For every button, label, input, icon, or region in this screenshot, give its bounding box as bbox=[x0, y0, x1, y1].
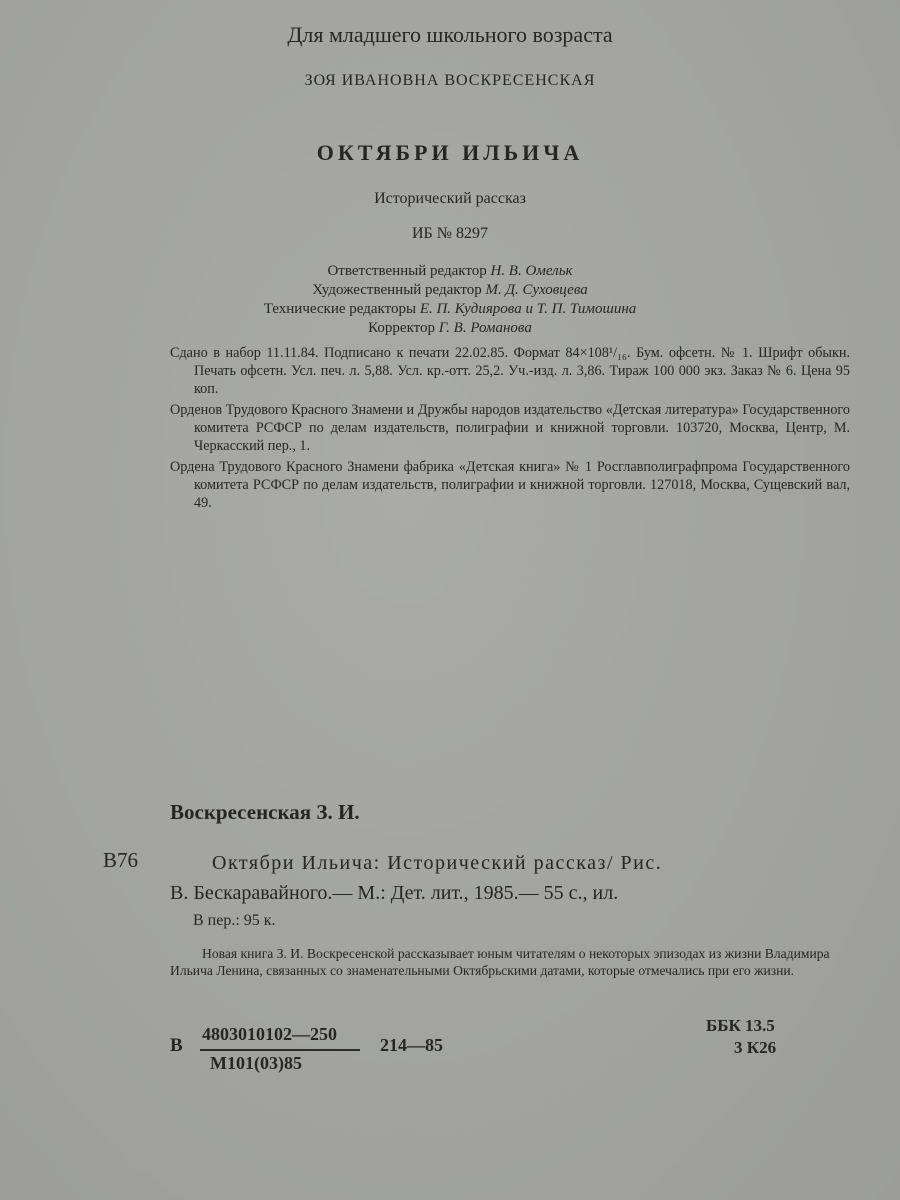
fraction-line bbox=[200, 1049, 360, 1051]
credit-row bbox=[0, 319, 900, 338]
biblio-line-1: Октябри Ильича: Исторический рассказ/ Рис. bbox=[212, 852, 663, 874]
book-title: ОКТЯБРИ ИЛЬИЧА bbox=[316, 140, 584, 165]
publisher-info: Орденов Трудового Красного Знамени и Дружбы народов издательство «Детская литература» Государственного комитета РСФСР по делам издательств, полиграфии и книжной торговли. 103720, Москва, Центр, М. Черкасский пер., 1. bbox=[170, 402, 850, 454]
audience-line: Для младшего школьного возраста bbox=[287, 22, 613, 47]
credit-names: Н. В. Омельк bbox=[490, 263, 573, 279]
code-side: 214—85 bbox=[380, 1035, 443, 1055]
credit-names: Г. В. Романова bbox=[438, 320, 532, 336]
credit-role: Корректор bbox=[368, 320, 436, 336]
printer-info: Ордена Трудового Красного Знамени фабрика «Детская книга» № 1 Росглавполиграфпрома Государственного комитета РСФСР по делам издательств, полиграфии и книжной торговли. 127018, Москва, Сущевский вал, 49. bbox=[170, 459, 850, 511]
print-data: Сдано в набор 11.11.84. Подписано к печати 22.02.85. Формат 84×108¹/₁₆. Бум. офсетн. № 1. Шрифт обыкн. Печать офсетн. Усл. печ. л. 5,88. Усл. кр.-отт. 25,2. Уч.-изд. л. 3,86. Тираж 100 000 экз. Заказ № 6. Цена 95 коп. bbox=[170, 345, 850, 397]
bbk-index: ББК 13.5 bbox=[706, 1016, 775, 1035]
code-numerator: 4803010102—250 bbox=[202, 1024, 337, 1044]
imprint-block bbox=[170, 344, 850, 515]
credit-names: М. Д. Суховцева bbox=[485, 282, 588, 298]
code-letter: В bbox=[170, 1035, 183, 1056]
annotation-text: Новая книга З. И. Воскресенской рассказывает юным читателям о некоторых эпизодах из жизни Владимира Ильича Ленина, связанных со знаменательными Октябрьскими датами, которые отмечались при его жизни. bbox=[170, 946, 830, 978]
credits-block bbox=[0, 262, 900, 338]
ib-number: ИБ № 8297 bbox=[411, 225, 488, 242]
credit-names: Е. П. Кудиярова и Т. П. Тимошина bbox=[419, 301, 637, 317]
credit-role: Ответственный редактор bbox=[327, 263, 487, 279]
catalog-author: Воскресенская З. И. bbox=[170, 800, 360, 824]
biblio-line-2: В. Бескаравайного.— М.: Дет. лит., 1985.— 55 с., ил. bbox=[170, 882, 619, 904]
author-full-name: ЗОЯ ИВАНОВНА ВОСКРЕСЕНСКАЯ bbox=[304, 72, 596, 89]
call-number: В76 bbox=[103, 848, 139, 872]
credit-row bbox=[0, 300, 900, 319]
credit-role: Художественный редактор bbox=[312, 282, 482, 298]
credit-row bbox=[0, 262, 900, 281]
binding-price: В пер.: 95 к. bbox=[193, 912, 276, 929]
bibliographic-description bbox=[170, 848, 810, 908]
annotation bbox=[170, 945, 840, 979]
bbk-author-sign: 3 К26 bbox=[734, 1038, 777, 1057]
credit-row bbox=[0, 281, 900, 300]
genre-line: Исторический рассказ bbox=[374, 190, 526, 207]
code-denominator: М101(03)85 bbox=[210, 1053, 302, 1073]
credit-role: Технические редакторы bbox=[263, 301, 417, 317]
